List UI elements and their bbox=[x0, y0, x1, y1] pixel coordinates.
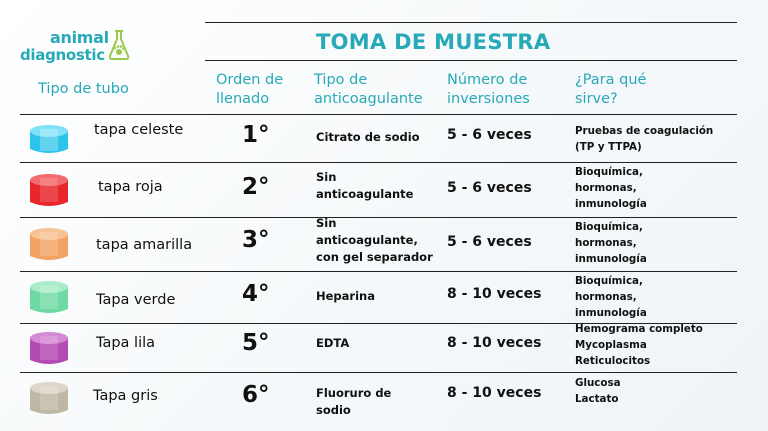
table-row bbox=[0, 324, 740, 372]
table-row bbox=[0, 218, 740, 271]
table-row bbox=[0, 272, 740, 323]
purpose bbox=[575, 321, 755, 369]
header-inversions-line1: Número de bbox=[447, 72, 528, 88]
purpose-line: inmunología bbox=[575, 253, 647, 265]
purpose-line: inmunología bbox=[575, 307, 647, 319]
purpose-line: hormonas, bbox=[575, 182, 637, 194]
inversions: 5 - 6 veces bbox=[447, 127, 532, 143]
tube-name: tapa celeste bbox=[94, 122, 184, 138]
header-purpose-line2: sirve? bbox=[575, 91, 618, 107]
purpose bbox=[575, 219, 755, 267]
header-purpose-line1: ¿Para qué bbox=[575, 72, 647, 88]
header-order-line2: llenado bbox=[216, 91, 270, 107]
anticoagulant-line: Sin bbox=[316, 170, 337, 184]
inversions: 8 - 10 veces bbox=[447, 335, 542, 351]
tube-name: Tapa gris bbox=[93, 388, 158, 404]
anticoagulant bbox=[316, 215, 436, 266]
purpose-line: inmunología bbox=[575, 198, 647, 210]
anticoagulant bbox=[316, 288, 436, 305]
table-row bbox=[0, 163, 740, 217]
fill-order: 6° bbox=[242, 382, 270, 408]
anticoagulant bbox=[316, 335, 436, 352]
anticoagulant-line: Fluoruro de bbox=[316, 386, 392, 400]
purpose-line: Pruebas de coagulación bbox=[575, 125, 714, 137]
anticoagulant-line: EDTA bbox=[316, 336, 350, 350]
anticoagulant-line: Citrato de sodio bbox=[316, 130, 420, 144]
tube-name: tapa amarilla bbox=[96, 237, 193, 253]
purpose-line: Lactato bbox=[575, 393, 619, 405]
anticoagulant-line: Heparina bbox=[316, 289, 375, 303]
anticoagulant bbox=[316, 129, 436, 146]
purpose bbox=[575, 273, 755, 321]
tube-name: Tapa verde bbox=[96, 292, 176, 308]
tube-cap-icon bbox=[24, 275, 74, 319]
logo-text-line1: animal bbox=[50, 28, 109, 47]
tube-name: Tapa lila bbox=[96, 335, 156, 351]
logo-text-line2: diagnostic bbox=[20, 46, 105, 64]
anticoagulant bbox=[316, 385, 436, 419]
fill-order: 2° bbox=[242, 174, 270, 200]
tube-cap-icon bbox=[24, 222, 74, 266]
purpose-line: Glucosa bbox=[575, 377, 621, 389]
purpose bbox=[575, 375, 755, 407]
anticoagulant-line: con gel separador bbox=[316, 250, 433, 264]
tube-cap-icon bbox=[24, 326, 74, 370]
header-anticoagulant bbox=[314, 71, 423, 109]
title-bottom-rule bbox=[205, 60, 737, 61]
table-row bbox=[0, 373, 740, 429]
header-order-line1: Orden de bbox=[216, 72, 284, 88]
header-anticoagulant-line2: anticoagulante bbox=[314, 91, 423, 107]
purpose-line: Reticulocitos bbox=[575, 355, 651, 367]
purpose-line: Bioquímica, bbox=[575, 221, 643, 233]
page-title: TOMA DE MUESTRA bbox=[316, 30, 551, 54]
purpose-line: Bioquímica, bbox=[575, 275, 643, 287]
tube-cap-icon bbox=[24, 168, 74, 212]
purpose-line: hormonas, bbox=[575, 291, 637, 303]
inversions: 5 - 6 veces bbox=[447, 180, 532, 196]
purpose bbox=[575, 164, 755, 212]
fill-order: 4° bbox=[242, 281, 270, 307]
fill-order: 3° bbox=[242, 227, 270, 253]
header-inversions-line2: inversiones bbox=[447, 91, 530, 107]
purpose bbox=[575, 123, 755, 155]
purpose-line: hormonas, bbox=[575, 237, 637, 249]
header-inversions bbox=[447, 71, 530, 109]
table-row bbox=[0, 115, 740, 162]
inversions: 8 - 10 veces bbox=[447, 286, 542, 302]
purpose-line: Hemograma completo bbox=[575, 323, 703, 335]
fill-order: 1° bbox=[242, 122, 270, 148]
fill-order: 5° bbox=[242, 330, 270, 356]
tube-cap-icon bbox=[24, 376, 74, 420]
anticoagulant-line: anticoagulante, bbox=[316, 233, 418, 247]
header-purpose bbox=[575, 71, 646, 109]
logo bbox=[20, 26, 130, 68]
tube-name: tapa roja bbox=[98, 179, 163, 195]
purpose-line: Mycoplasma bbox=[575, 339, 647, 351]
anticoagulant-line: anticoagulante bbox=[316, 187, 414, 201]
inversions: 8 - 10 veces bbox=[447, 385, 542, 401]
anticoagulant-line: Sin bbox=[316, 216, 337, 230]
header-order bbox=[216, 71, 283, 109]
anticoagulant bbox=[316, 169, 436, 203]
flask-paw-icon bbox=[108, 30, 130, 60]
inversions: 5 - 6 veces bbox=[447, 234, 532, 250]
purpose-line: Bioquímica, bbox=[575, 166, 643, 178]
title-top-rule bbox=[205, 22, 737, 23]
tube-cap-icon bbox=[24, 117, 74, 161]
anticoagulant-line: sodio bbox=[316, 403, 351, 417]
header-tube-type: Tipo de tubo bbox=[38, 81, 129, 97]
header-anticoagulant-line1: Tipo de bbox=[314, 72, 368, 88]
purpose-line: (TP y TTPA) bbox=[575, 141, 642, 153]
